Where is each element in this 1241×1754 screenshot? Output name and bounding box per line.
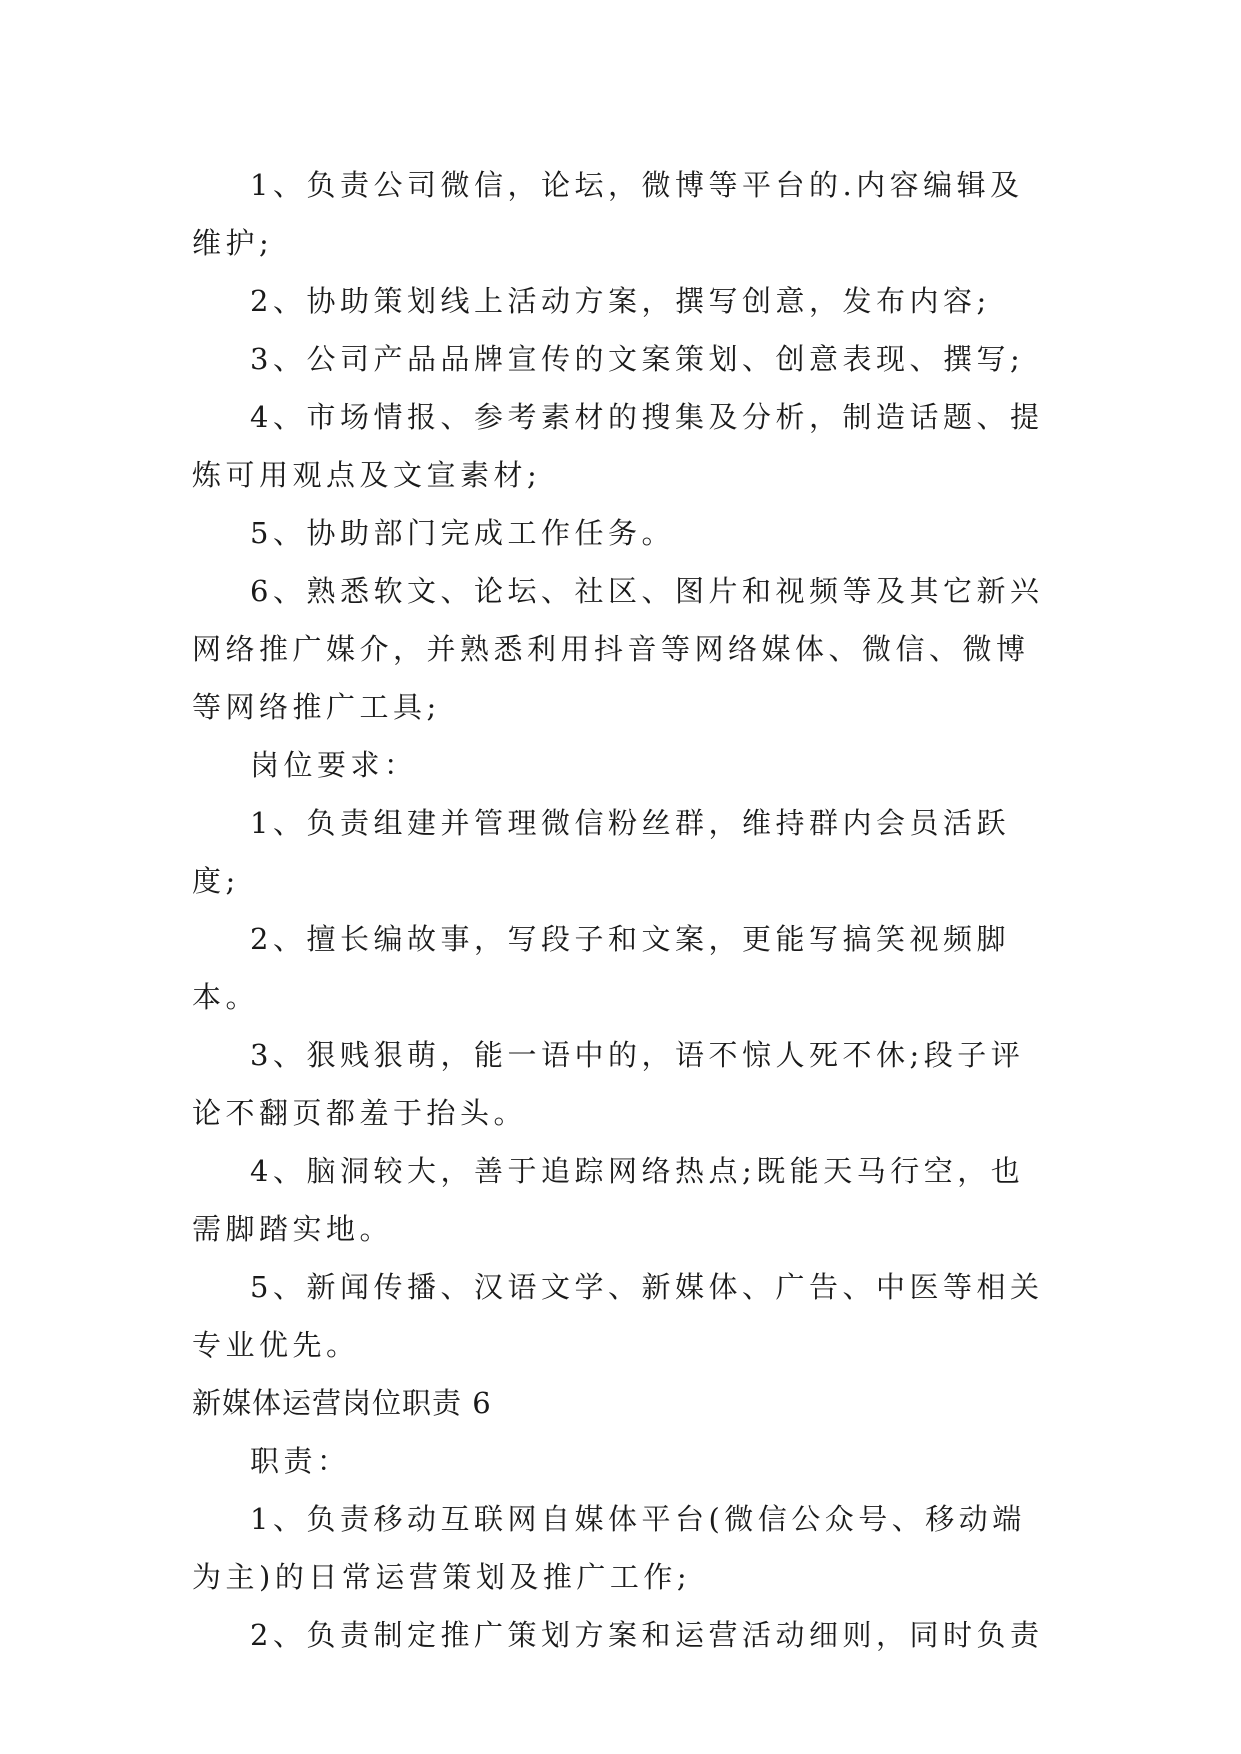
paragraph: 5、协助部门完成工作任务。 bbox=[250, 516, 675, 550]
paragraph: 4、脑洞较大，善于追踪网络热点;既能天马行空，也需脚踏实地。 bbox=[192, 1154, 1025, 1246]
paragraph: 2、协助策划线上活动方案，撰写创意，发布内容; bbox=[250, 284, 991, 318]
paragraph: 1、负责公司微信，论坛，微博等平台的.内容编辑及维护; bbox=[192, 168, 1024, 260]
paragraph: 1、负责组建并管理微信粉丝群，维持群内会员活跃度; bbox=[192, 806, 1010, 898]
paragraph: 1、负责移动互联网自媒体平台(微信公众号、移动端为主)的日常运营策划及推广工作; bbox=[192, 1502, 1026, 1594]
document-page bbox=[192, 156, 1052, 1664]
paragraph: 6、熟悉软文、论坛、社区、图片和视频等及其它新兴网络推广媒介，并熟悉利用抖音等网络媒体、微信、微博等网络推广工具; bbox=[192, 574, 1044, 724]
paragraph: 4、市场情报、参考素材的搜集及分析，制造话题、提炼可用观点及文宣素材; bbox=[192, 400, 1044, 492]
section-heading: 新媒体运营岗位职责 6 bbox=[192, 1386, 492, 1420]
paragraph: 职责： bbox=[250, 1444, 351, 1478]
paragraph: 2、负责制定推广策划方案和运营活动细则，同时负责 bbox=[250, 1618, 1044, 1652]
paragraph: 5、新闻传播、汉语文学、新媒体、广告、中医等相关专业优先。 bbox=[192, 1270, 1044, 1362]
paragraph: 岗位要求： bbox=[250, 748, 418, 782]
paragraph: 3、公司产品品牌宣传的文案策划、创意表现、撰写; bbox=[250, 342, 1025, 376]
paragraph: 3、狠贱狠萌，能一语中的，语不惊人死不休;段子评论不翻页都羞于抬头。 bbox=[192, 1038, 1025, 1130]
paragraph: 2、擅长编故事，写段子和文案，更能写搞笑视频脚本。 bbox=[192, 922, 1010, 1014]
